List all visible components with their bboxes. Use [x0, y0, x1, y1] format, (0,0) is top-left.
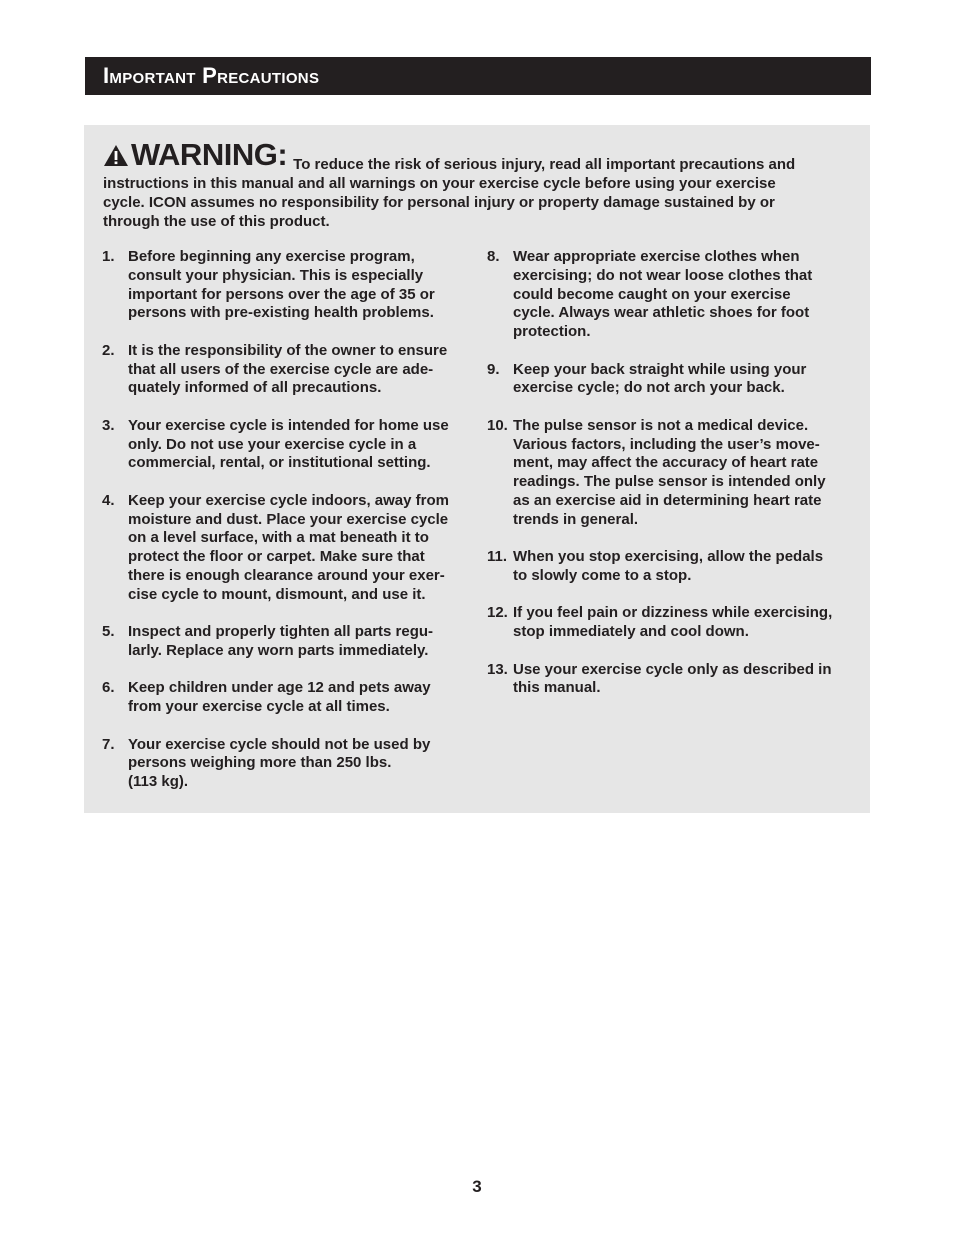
precaution-text	[513, 661, 855, 699]
precautions-right-column	[487, 248, 855, 717]
precaution-item	[487, 248, 855, 342]
precaution-line: there is enough clearance around your exer-	[128, 566, 445, 584]
precautions-left-column	[102, 248, 472, 810]
precaution-line: exercise cycle; do not arch your back.	[513, 379, 785, 397]
precaution-line: persons with pre-existing health problems.	[128, 304, 434, 322]
precaution-item	[102, 623, 472, 661]
warning-box	[84, 125, 870, 813]
precaution-line: exercising; do not wear loose clothes that	[513, 266, 813, 284]
precaution-line: When you stop exercising, allow the pedals	[513, 548, 824, 566]
precaution-line: consult your physician. This is especially	[128, 266, 424, 284]
precaution-line: this manual.	[513, 679, 601, 697]
precaution-line: only. Do not use your exercise cycle in a	[128, 435, 417, 453]
precaution-item	[487, 361, 855, 399]
precaution-item	[487, 417, 855, 530]
precaution-item	[102, 736, 472, 792]
precaution-line: Before beginning any exercise program,	[128, 248, 415, 265]
precaution-line: Keep your exercise cycle indoors, away from	[128, 491, 449, 509]
precaution-line: as an exercise aid in determining heart rate	[513, 491, 822, 509]
precaution-number: 13.	[487, 660, 508, 678]
warning-heading	[103, 137, 293, 172]
precaution-line: Your exercise cycle is intended for home use	[128, 416, 449, 434]
precaution-line: Keep children under age 12 and pets away	[128, 679, 431, 697]
precaution-number: 6.	[102, 679, 115, 697]
precaution-item	[487, 604, 855, 642]
warning-label: WARNING:	[131, 137, 288, 172]
warning-text: To reduce the risk of serious injury, read all important precautions and instructions in this manual and all warnings on your exercise cycle before using your exercise cycle. ICON assumes no responsibility for personal injury or property damage sustained by or through the use of this product.	[103, 156, 796, 230]
precaution-line: could become caught on your exercise	[513, 285, 791, 303]
precaution-item	[102, 248, 472, 323]
page-number: 3	[472, 1177, 482, 1196]
precaution-number: 12.	[487, 604, 508, 622]
precaution-text	[128, 623, 472, 661]
precaution-item	[487, 661, 855, 699]
precaution-number: 11.	[487, 548, 508, 566]
precaution-number: 5.	[102, 623, 115, 641]
precaution-text	[128, 736, 472, 792]
precaution-text	[128, 417, 472, 473]
precaution-number: 2.	[102, 341, 115, 359]
precaution-line: that all users of the exercise cycle are ade-	[128, 360, 434, 378]
precaution-text	[128, 679, 472, 717]
precaution-number: 1.	[102, 248, 115, 265]
precaution-line: (113 kg).	[128, 773, 189, 791]
precaution-text	[513, 417, 855, 530]
precaution-text	[128, 492, 472, 605]
precaution-line: persons weighing more than 250 lbs.	[128, 754, 392, 772]
warning-intro	[103, 137, 819, 231]
section-header	[85, 57, 871, 95]
precaution-line: important for persons over the age of 35 or	[128, 285, 435, 303]
precaution-number: 9.	[487, 360, 500, 378]
precaution-line: moisture and dust. Place your exercise cycle	[128, 510, 449, 528]
precaution-item	[102, 417, 472, 473]
precaution-text	[513, 548, 855, 586]
precaution-number: 4.	[102, 491, 115, 509]
precaution-text	[128, 342, 472, 398]
precaution-line: Your exercise cycle should not be used by	[128, 735, 431, 753]
precaution-line: readings. The pulse sensor is intended only	[513, 473, 826, 491]
precaution-line: trends in general.	[513, 510, 639, 528]
precaution-text	[128, 248, 472, 323]
precaution-line: protect the floor or carpet. Make sure that	[128, 548, 425, 566]
precaution-line: to slowly come to a stop.	[513, 566, 692, 584]
precaution-line: quately informed of all precautions.	[128, 379, 382, 397]
precaution-line: stop immediately and cool down.	[513, 623, 749, 641]
section-title: Important Precautions	[103, 63, 320, 88]
precaution-text	[513, 604, 855, 642]
precaution-line: commercial, rental, or institutional setting.	[128, 454, 431, 472]
precaution-line: If you feel pain or dizziness while exercising,	[513, 604, 833, 622]
warning-triangle-icon	[103, 144, 129, 167]
precaution-item	[102, 342, 472, 398]
precaution-text	[513, 361, 855, 399]
precaution-number: 10.	[487, 416, 508, 434]
precaution-text	[513, 248, 855, 342]
precaution-line: protection.	[513, 323, 591, 341]
precaution-line: cise cycle to mount, dismount, and use it.	[128, 585, 426, 603]
precaution-line: ment, may affect the accuracy of heart rate	[513, 454, 819, 472]
precaution-number: 3.	[102, 416, 115, 434]
precaution-line: It is the responsibility of the owner to ensure	[128, 341, 448, 359]
precaution-line: from your exercise cycle at all times.	[128, 698, 390, 716]
precaution-line: Wear appropriate exercise clothes when	[513, 248, 800, 265]
precaution-line: cycle. Always wear athletic shoes for foot	[513, 304, 810, 322]
precaution-line: Various factors, including the user’s move-	[513, 435, 820, 453]
precaution-line: Inspect and properly tighten all parts regu-	[128, 623, 434, 641]
precaution-line: on a level surface, with a mat beneath it to	[128, 529, 429, 547]
precaution-item	[102, 492, 472, 605]
precaution-item	[102, 679, 472, 717]
precaution-number: 8.	[487, 248, 500, 265]
precaution-line: larly. Replace any worn parts immediately.	[128, 641, 429, 659]
precaution-item	[487, 548, 855, 586]
precaution-line: Keep your back straight while using your	[513, 360, 807, 378]
precaution-number: 7.	[102, 735, 115, 753]
precaution-line: The pulse sensor is not a medical device.	[513, 416, 809, 434]
precaution-line: Use your exercise cycle only as described in	[513, 660, 832, 678]
